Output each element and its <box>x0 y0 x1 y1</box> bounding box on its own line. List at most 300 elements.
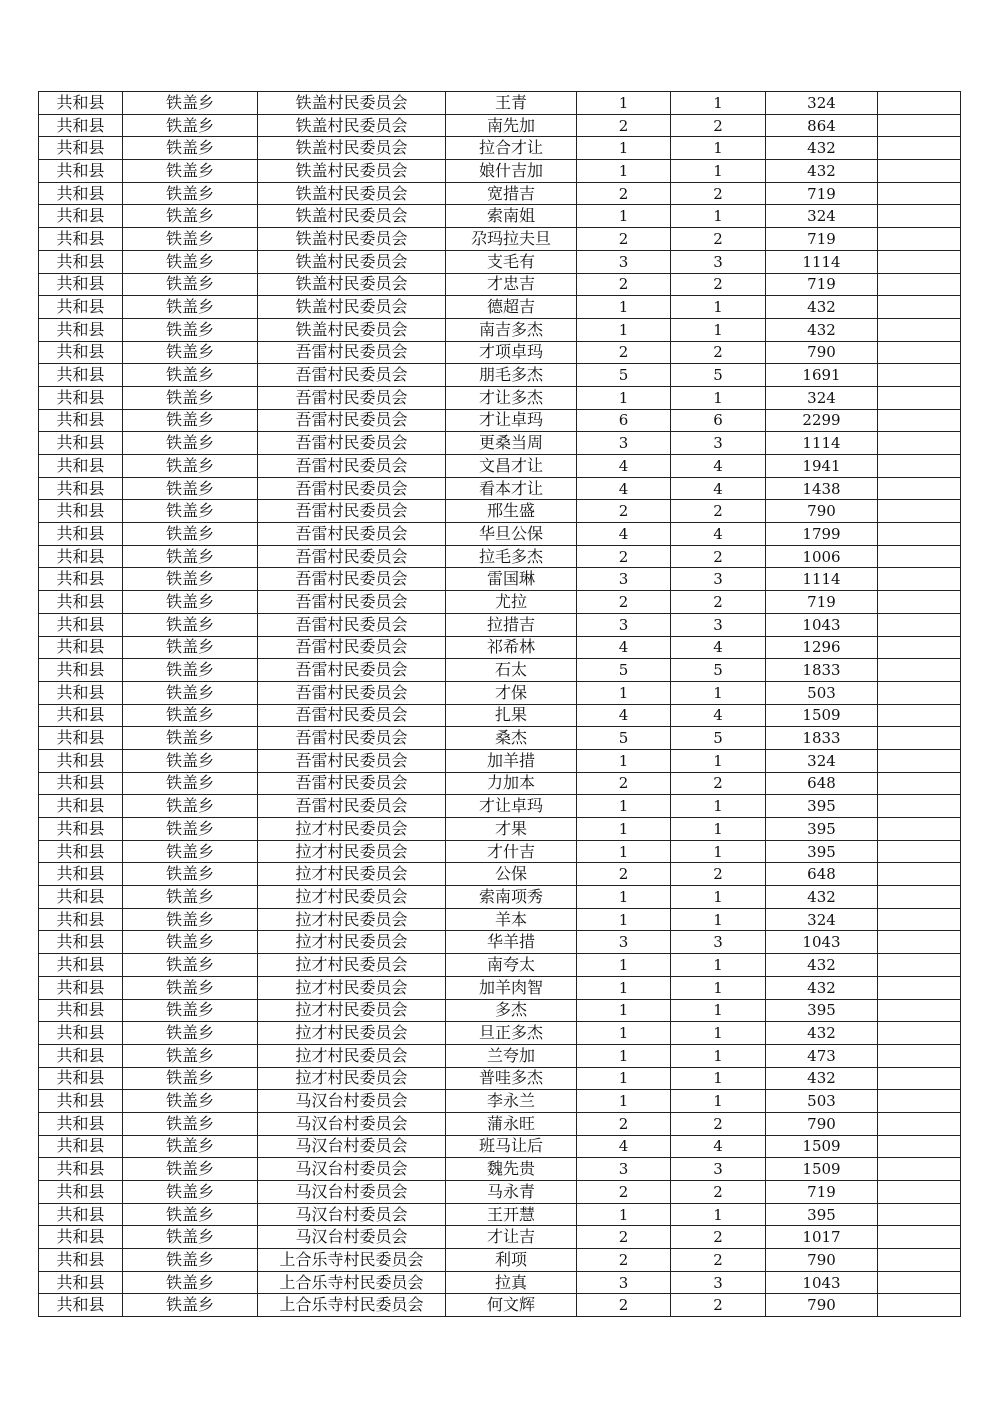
table-row <box>39 273 961 296</box>
cell-col5: 5 <box>577 727 671 750</box>
cell-note <box>878 908 961 931</box>
table-row <box>39 500 961 523</box>
cell-village: 拉才村民委员会 <box>258 818 446 841</box>
cell-village: 吾雷村民委员会 <box>258 568 446 591</box>
cell-village: 马汉台村委员会 <box>258 1135 446 1158</box>
cell-col6: 1 <box>671 160 766 183</box>
cell-col5: 2 <box>577 1112 671 1135</box>
cell-col6: 2 <box>671 863 766 886</box>
table-row <box>39 954 961 977</box>
cell-name: 雷国琳 <box>446 568 577 591</box>
cell-col5: 2 <box>577 500 671 523</box>
cell-col6: 1 <box>671 954 766 977</box>
cell-amount: 719 <box>766 591 878 614</box>
cell-county: 共和县 <box>39 1067 123 1090</box>
cell-village: 铁盖村民委员会 <box>258 250 446 273</box>
cell-village: 吾雷村民委员会 <box>258 409 446 432</box>
cell-township: 铁盖乡 <box>123 1044 258 1067</box>
cell-amount: 324 <box>766 908 878 931</box>
cell-col5: 4 <box>577 523 671 546</box>
cell-name: 拉措吉 <box>446 613 577 636</box>
cell-col6: 2 <box>671 772 766 795</box>
cell-village: 吾雷村民委员会 <box>258 386 446 409</box>
cell-county: 共和县 <box>39 863 123 886</box>
cell-amount: 473 <box>766 1044 878 1067</box>
cell-township: 铁盖乡 <box>123 886 258 909</box>
cell-township: 铁盖乡 <box>123 1135 258 1158</box>
cell-note <box>878 1158 961 1181</box>
cell-note <box>878 568 961 591</box>
cell-col5: 2 <box>577 1181 671 1204</box>
cell-village: 铁盖村民委员会 <box>258 182 446 205</box>
cell-col5: 1 <box>577 886 671 909</box>
table-row <box>39 863 961 886</box>
table-row <box>39 613 961 636</box>
cell-col5: 1 <box>577 1022 671 1045</box>
cell-col6: 1 <box>671 1203 766 1226</box>
cell-col6: 2 <box>671 1226 766 1249</box>
table-row <box>39 182 961 205</box>
cell-col5: 3 <box>577 1271 671 1294</box>
cell-county: 共和县 <box>39 1271 123 1294</box>
cell-township: 铁盖乡 <box>123 1158 258 1181</box>
cell-amount: 1296 <box>766 636 878 659</box>
cell-col6: 1 <box>671 296 766 319</box>
table-row <box>39 749 961 772</box>
cell-name: 华旦公保 <box>446 523 577 546</box>
cell-note <box>878 886 961 909</box>
table-row <box>39 477 961 500</box>
cell-township: 铁盖乡 <box>123 591 258 614</box>
table-row <box>39 1181 961 1204</box>
cell-village: 铁盖村民委员会 <box>258 205 446 228</box>
cell-amount: 432 <box>766 137 878 160</box>
cell-village: 吾雷村民委员会 <box>258 455 446 478</box>
cell-village: 吾雷村民委员会 <box>258 432 446 455</box>
cell-name: 才保 <box>446 681 577 704</box>
cell-amount: 1509 <box>766 1135 878 1158</box>
cell-township: 铁盖乡 <box>123 92 258 115</box>
cell-township: 铁盖乡 <box>123 704 258 727</box>
cell-name: 旦正多杰 <box>446 1022 577 1045</box>
cell-village: 吾雷村民委员会 <box>258 772 446 795</box>
cell-note <box>878 1203 961 1226</box>
cell-note <box>878 182 961 205</box>
cell-name: 拉合才让 <box>446 137 577 160</box>
cell-col5: 1 <box>577 296 671 319</box>
cell-township: 铁盖乡 <box>123 1022 258 1045</box>
cell-county: 共和县 <box>39 840 123 863</box>
cell-col6: 2 <box>671 273 766 296</box>
cell-township: 铁盖乡 <box>123 772 258 795</box>
cell-county: 共和县 <box>39 772 123 795</box>
cell-note <box>878 931 961 954</box>
cell-village: 拉才村民委员会 <box>258 1022 446 1045</box>
cell-note <box>878 114 961 137</box>
cell-col5: 1 <box>577 160 671 183</box>
cell-col6: 2 <box>671 591 766 614</box>
cell-township: 铁盖乡 <box>123 999 258 1022</box>
cell-note <box>878 1294 961 1317</box>
cell-village: 马汉台村委员会 <box>258 1181 446 1204</box>
cell-village: 吾雷村民委员会 <box>258 727 446 750</box>
table-row <box>39 772 961 795</box>
cell-amount: 324 <box>766 749 878 772</box>
cell-village: 马汉台村委员会 <box>258 1090 446 1113</box>
table-row <box>39 1158 961 1181</box>
cell-col6: 4 <box>671 455 766 478</box>
cell-village: 拉才村民委员会 <box>258 1044 446 1067</box>
cell-col5: 4 <box>577 1135 671 1158</box>
cell-amount: 432 <box>766 160 878 183</box>
cell-col6: 1 <box>671 886 766 909</box>
cell-county: 共和县 <box>39 727 123 750</box>
cell-col5: 3 <box>577 568 671 591</box>
cell-col6: 3 <box>671 1271 766 1294</box>
table-row <box>39 1135 961 1158</box>
cell-amount: 1799 <box>766 523 878 546</box>
table-row <box>39 1294 961 1317</box>
cell-col5: 5 <box>577 364 671 387</box>
cell-col5: 3 <box>577 1158 671 1181</box>
table-row <box>39 114 961 137</box>
cell-village: 吾雷村民委员会 <box>258 523 446 546</box>
cell-amount: 648 <box>766 772 878 795</box>
cell-col5: 1 <box>577 681 671 704</box>
cell-township: 铁盖乡 <box>123 568 258 591</box>
cell-name: 尕玛拉夫旦 <box>446 228 577 251</box>
cell-county: 共和县 <box>39 1181 123 1204</box>
cell-amount: 1114 <box>766 250 878 273</box>
table-row <box>39 523 961 546</box>
cell-county: 共和县 <box>39 1022 123 1045</box>
cell-township: 铁盖乡 <box>123 205 258 228</box>
cell-col5: 3 <box>577 931 671 954</box>
cell-col6: 5 <box>671 364 766 387</box>
cell-village: 铁盖村民委员会 <box>258 114 446 137</box>
cell-county: 共和县 <box>39 1249 123 1272</box>
cell-col6: 1 <box>671 976 766 999</box>
table-row <box>39 1090 961 1113</box>
cell-county: 共和县 <box>39 432 123 455</box>
cell-note <box>878 727 961 750</box>
cell-township: 铁盖乡 <box>123 1112 258 1135</box>
cell-name: 尤拉 <box>446 591 577 614</box>
cell-col5: 2 <box>577 341 671 364</box>
cell-col6: 2 <box>671 1112 766 1135</box>
table-row <box>39 591 961 614</box>
cell-amount: 1691 <box>766 364 878 387</box>
cell-county: 共和县 <box>39 182 123 205</box>
cell-name: 力加本 <box>446 772 577 795</box>
table-row <box>39 296 961 319</box>
cell-county: 共和县 <box>39 500 123 523</box>
table-row <box>39 228 961 251</box>
table-row <box>39 1067 961 1090</box>
cell-name: 蒲永旺 <box>446 1112 577 1135</box>
cell-note <box>878 1271 961 1294</box>
cell-township: 铁盖乡 <box>123 114 258 137</box>
cell-county: 共和县 <box>39 228 123 251</box>
table-row <box>39 341 961 364</box>
cell-col6: 2 <box>671 1294 766 1317</box>
cell-township: 铁盖乡 <box>123 681 258 704</box>
cell-note <box>878 1135 961 1158</box>
cell-county: 共和县 <box>39 999 123 1022</box>
cell-village: 铁盖村民委员会 <box>258 137 446 160</box>
cell-township: 铁盖乡 <box>123 1271 258 1294</box>
cell-amount: 432 <box>766 1067 878 1090</box>
cell-township: 铁盖乡 <box>123 863 258 886</box>
cell-amount: 790 <box>766 1112 878 1135</box>
cell-name: 支毛有 <box>446 250 577 273</box>
cell-col5: 2 <box>577 545 671 568</box>
cell-county: 共和县 <box>39 477 123 500</box>
cell-name: 利项 <box>446 1249 577 1272</box>
cell-township: 铁盖乡 <box>123 840 258 863</box>
cell-township: 铁盖乡 <box>123 228 258 251</box>
cell-amount: 790 <box>766 500 878 523</box>
cell-col6: 2 <box>671 114 766 137</box>
cell-col5: 1 <box>577 1090 671 1113</box>
cell-county: 共和县 <box>39 613 123 636</box>
cell-note <box>878 795 961 818</box>
cell-amount: 1114 <box>766 432 878 455</box>
cell-county: 共和县 <box>39 1158 123 1181</box>
cell-name: 看本才让 <box>446 477 577 500</box>
cell-county: 共和县 <box>39 205 123 228</box>
cell-name: 祁希林 <box>446 636 577 659</box>
cell-name: 才忠吉 <box>446 273 577 296</box>
cell-amount: 503 <box>766 1090 878 1113</box>
cell-name: 才让卓玛 <box>446 409 577 432</box>
cell-col5: 4 <box>577 455 671 478</box>
table-row <box>39 727 961 750</box>
cell-village: 上合乐寺村民委员会 <box>258 1294 446 1317</box>
cell-village: 铁盖村民委员会 <box>258 273 446 296</box>
cell-name: 公保 <box>446 863 577 886</box>
cell-township: 铁盖乡 <box>123 364 258 387</box>
cell-county: 共和县 <box>39 409 123 432</box>
cell-amount: 719 <box>766 182 878 205</box>
cell-village: 吾雷村民委员会 <box>258 500 446 523</box>
cell-amount: 395 <box>766 818 878 841</box>
cell-amount: 432 <box>766 976 878 999</box>
cell-col5: 1 <box>577 1203 671 1226</box>
cell-amount: 1043 <box>766 613 878 636</box>
cell-note <box>878 364 961 387</box>
cell-col6: 2 <box>671 1181 766 1204</box>
cell-col5: 2 <box>577 591 671 614</box>
cell-township: 铁盖乡 <box>123 749 258 772</box>
cell-col5: 4 <box>577 636 671 659</box>
table-row <box>39 1271 961 1294</box>
cell-name: 华羊措 <box>446 931 577 954</box>
cell-township: 铁盖乡 <box>123 137 258 160</box>
cell-name: 邢生盛 <box>446 500 577 523</box>
cell-county: 共和县 <box>39 931 123 954</box>
cell-note <box>878 613 961 636</box>
cell-village: 上合乐寺村民委员会 <box>258 1249 446 1272</box>
cell-county: 共和县 <box>39 341 123 364</box>
table-row <box>39 999 961 1022</box>
cell-township: 铁盖乡 <box>123 954 258 977</box>
cell-name: 兰夸加 <box>446 1044 577 1067</box>
cell-col5: 1 <box>577 818 671 841</box>
cell-note <box>878 1022 961 1045</box>
cell-amount: 1941 <box>766 455 878 478</box>
table-body <box>39 92 961 1317</box>
cell-village: 吾雷村民委员会 <box>258 636 446 659</box>
cell-amount: 432 <box>766 318 878 341</box>
cell-col6: 1 <box>671 1044 766 1067</box>
table-row <box>39 205 961 228</box>
cell-note <box>878 772 961 795</box>
cell-county: 共和县 <box>39 636 123 659</box>
table-row <box>39 795 961 818</box>
cell-col6: 1 <box>671 840 766 863</box>
cell-name: 才让吉 <box>446 1226 577 1249</box>
cell-note <box>878 409 961 432</box>
table-row <box>39 818 961 841</box>
cell-note <box>878 999 961 1022</box>
cell-village: 吾雷村民委员会 <box>258 681 446 704</box>
cell-name: 德超吉 <box>446 296 577 319</box>
cell-county: 共和县 <box>39 386 123 409</box>
cell-col6: 1 <box>671 795 766 818</box>
cell-name: 南吉多杰 <box>446 318 577 341</box>
cell-col6: 1 <box>671 205 766 228</box>
cell-col6: 3 <box>671 568 766 591</box>
cell-village: 吾雷村民委员会 <box>258 545 446 568</box>
cell-col6: 5 <box>671 659 766 682</box>
cell-note <box>878 1044 961 1067</box>
cell-amount: 324 <box>766 92 878 115</box>
cell-note <box>878 432 961 455</box>
cell-col6: 4 <box>671 704 766 727</box>
cell-name: 普哇多杰 <box>446 1067 577 1090</box>
cell-village: 拉才村民委员会 <box>258 999 446 1022</box>
table-row <box>39 1203 961 1226</box>
cell-township: 铁盖乡 <box>123 613 258 636</box>
cell-village: 吾雷村民委员会 <box>258 795 446 818</box>
cell-township: 铁盖乡 <box>123 908 258 931</box>
cell-note <box>878 250 961 273</box>
cell-col6: 3 <box>671 432 766 455</box>
cell-note <box>878 1067 961 1090</box>
cell-township: 铁盖乡 <box>123 318 258 341</box>
cell-name: 加羊措 <box>446 749 577 772</box>
cell-col6: 1 <box>671 908 766 931</box>
cell-name: 索南姐 <box>446 205 577 228</box>
cell-amount: 864 <box>766 114 878 137</box>
cell-amount: 719 <box>766 273 878 296</box>
cell-village: 吾雷村民委员会 <box>258 613 446 636</box>
cell-county: 共和县 <box>39 1226 123 1249</box>
cell-county: 共和县 <box>39 749 123 772</box>
cell-amount: 2299 <box>766 409 878 432</box>
cell-name: 李永兰 <box>446 1090 577 1113</box>
cell-name: 拉真 <box>446 1271 577 1294</box>
table-row <box>39 160 961 183</box>
cell-note <box>878 681 961 704</box>
cell-col6: 6 <box>671 409 766 432</box>
cell-village: 拉才村民委员会 <box>258 976 446 999</box>
cell-col6: 3 <box>671 250 766 273</box>
cell-col6: 1 <box>671 386 766 409</box>
cell-township: 铁盖乡 <box>123 296 258 319</box>
cell-village: 吾雷村民委员会 <box>258 659 446 682</box>
cell-col6: 4 <box>671 1135 766 1158</box>
cell-amount: 790 <box>766 341 878 364</box>
cell-township: 铁盖乡 <box>123 500 258 523</box>
cell-village: 上合乐寺村民委员会 <box>258 1271 446 1294</box>
cell-col5: 2 <box>577 182 671 205</box>
cell-village: 铁盖村民委员会 <box>258 228 446 251</box>
cell-county: 共和县 <box>39 1090 123 1113</box>
cell-name: 南夸太 <box>446 954 577 977</box>
cell-col6: 1 <box>671 681 766 704</box>
cell-amount: 395 <box>766 840 878 863</box>
cell-amount: 1006 <box>766 545 878 568</box>
cell-note <box>878 840 961 863</box>
cell-township: 铁盖乡 <box>123 432 258 455</box>
cell-note <box>878 228 961 251</box>
table-row <box>39 455 961 478</box>
cell-name: 马永青 <box>446 1181 577 1204</box>
table-row <box>39 364 961 387</box>
table-row <box>39 137 961 160</box>
table-row <box>39 545 961 568</box>
cell-township: 铁盖乡 <box>123 1067 258 1090</box>
cell-township: 铁盖乡 <box>123 455 258 478</box>
data-table <box>38 91 961 1317</box>
cell-village: 马汉台村委员会 <box>258 1112 446 1135</box>
cell-col5: 1 <box>577 137 671 160</box>
cell-village: 马汉台村委员会 <box>258 1158 446 1181</box>
cell-note <box>878 92 961 115</box>
table-row <box>39 386 961 409</box>
cell-county: 共和县 <box>39 1294 123 1317</box>
table-row <box>39 1022 961 1045</box>
cell-name: 才让卓玛 <box>446 795 577 818</box>
cell-amount: 1017 <box>766 1226 878 1249</box>
cell-note <box>878 818 961 841</box>
cell-township: 铁盖乡 <box>123 182 258 205</box>
cell-village: 拉才村民委员会 <box>258 1067 446 1090</box>
table-row <box>39 840 961 863</box>
table-row <box>39 1044 961 1067</box>
cell-note <box>878 1181 961 1204</box>
cell-col5: 5 <box>577 659 671 682</box>
cell-col6: 5 <box>671 727 766 750</box>
cell-name: 王青 <box>446 92 577 115</box>
cell-township: 铁盖乡 <box>123 1090 258 1113</box>
cell-village: 吾雷村民委员会 <box>258 749 446 772</box>
cell-village: 铁盖村民委员会 <box>258 318 446 341</box>
cell-county: 共和县 <box>39 818 123 841</box>
cell-col6: 2 <box>671 341 766 364</box>
cell-township: 铁盖乡 <box>123 976 258 999</box>
cell-col5: 1 <box>577 1044 671 1067</box>
cell-township: 铁盖乡 <box>123 727 258 750</box>
cell-amount: 432 <box>766 296 878 319</box>
cell-col5: 1 <box>577 840 671 863</box>
cell-col5: 1 <box>577 386 671 409</box>
cell-name: 朋毛多杰 <box>446 364 577 387</box>
cell-note <box>878 976 961 999</box>
cell-village: 铁盖村民委员会 <box>258 92 446 115</box>
